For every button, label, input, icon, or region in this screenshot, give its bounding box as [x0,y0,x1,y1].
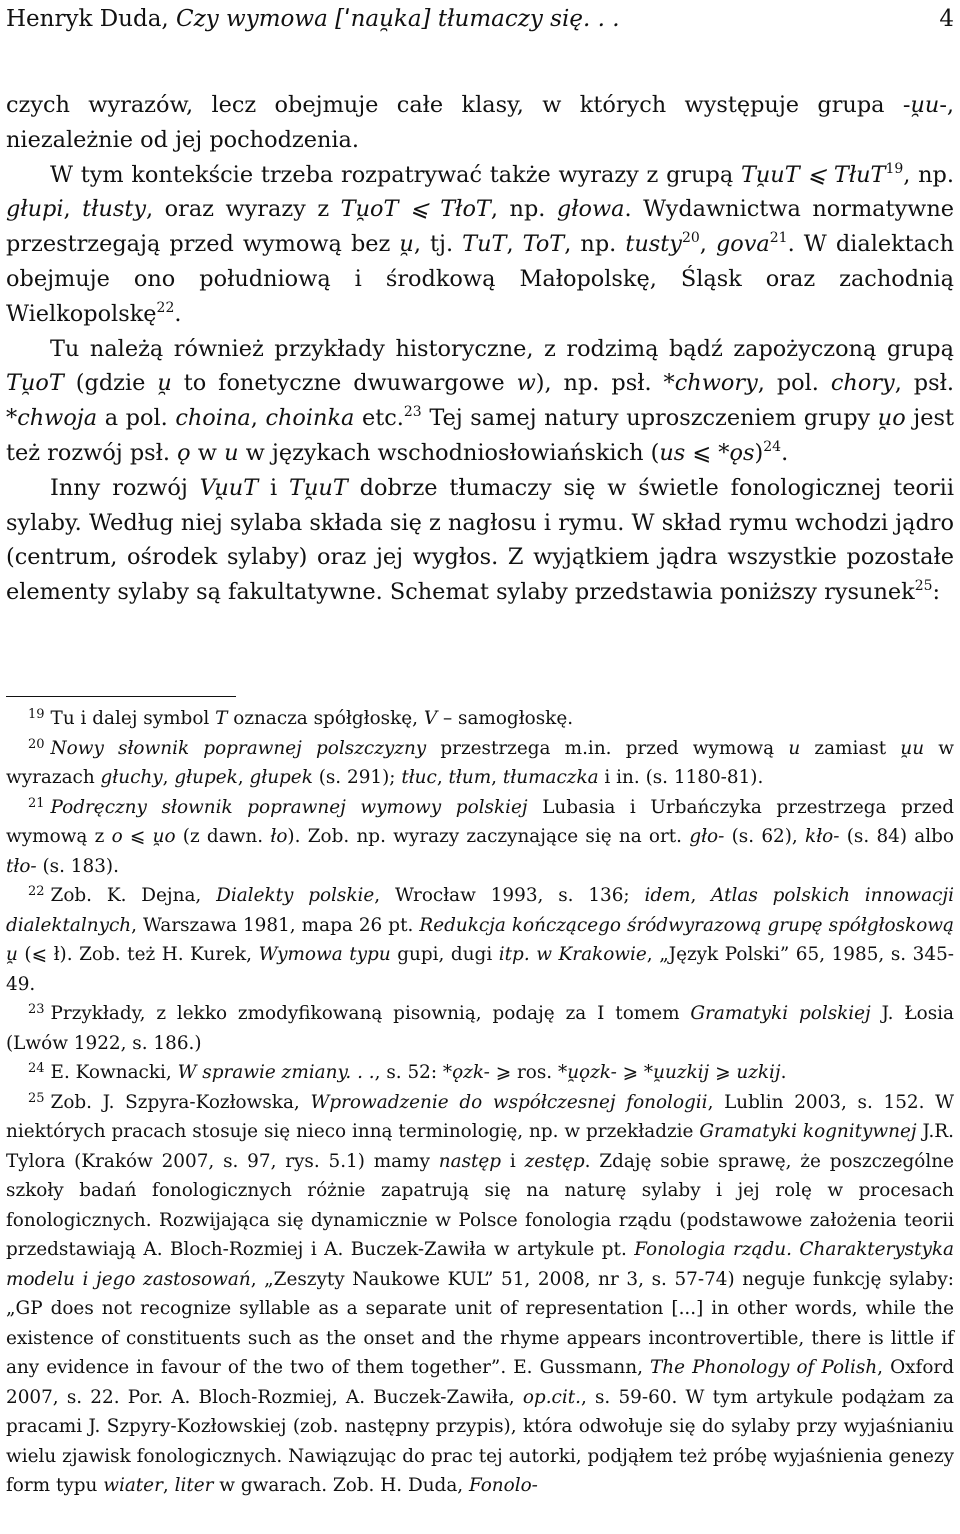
text-run: ⩾ * [616,1062,654,1083]
text-run: ) [754,439,764,466]
text-run: J.R. Tylora (Kraków 2007, s. 97, rys. 5.1) mamy [6,1121,954,1172]
italic-text: uzkij [736,1062,781,1083]
text-run: (s. 84) albo [839,826,954,847]
text-run: , Oxford 2007, s. 22. Por. A. Bloch-Rozmiej, A. Buczek-Zawiła, [6,1357,954,1408]
footnote [6,1058,954,1088]
text-run: , pol. [757,370,831,397]
italic-text: w [516,370,536,397]
italic-text: u [788,737,801,759]
footnote-number: 19 [28,707,45,722]
footnote-ref: 24 [763,438,782,455]
text-run: (gdzie [63,370,158,397]
header-author-title [6,2,620,36]
italic-text: us [659,439,686,466]
italic-text: głupek [249,767,313,788]
text-run: w [190,439,225,466]
italic-text: głowa [556,196,625,223]
footnote [6,881,954,999]
italic-text: Nowy słownik poprawnej polszczyzny [50,737,427,759]
text-run: , [162,767,175,788]
text-run: , Warszawa 1981, mapa 26 pt. [131,914,420,936]
text-run: , [436,767,449,788]
text-run: jest też rozwój psł. [6,405,954,466]
main-body-text [6,88,954,610]
italic-text: T [215,708,228,729]
italic-text: głupi [6,196,64,223]
text-run: Inny rozwój [50,474,200,501]
footnote [6,704,954,734]
italic-text: idem [644,885,691,906]
text-run: zamiast [800,737,901,759]
italic-text: tłusty [82,196,146,223]
italic-text: u̯u [910,92,940,118]
italic-text: ToT [522,231,565,258]
text-run: oznacza spółgłoskę, [227,708,424,729]
text-run: etc. [354,405,404,432]
footnote-number: 21 [28,795,45,811]
text-run: , [63,196,83,223]
text-run: , [250,405,266,432]
italic-text: tłuc [401,767,437,788]
text-run: , oraz wyrazy z [146,196,341,223]
text-run: , „Zeszyty Naukowe KUL” 51, 2008, nr 3, s. 57-74) neguje funkcję sylaby: „GP does not recognize syllable as a separate unit of representation [...] in other words, while the existence of constituents such as the onset and the rhyme appears incontrovertible, there is little if any evidence in favour of the two of them together”. E. Gussmann, [6,1268,954,1378]
italic-text: choina [175,405,251,432]
text-run: ⩾ ros. * [489,1062,568,1083]
italic-text: Tu̯uT ⩽ TłuT [740,161,886,188]
italic-text: ǫs [729,439,755,466]
text-run: to fonetyczne dwuwargowe [171,370,517,397]
text-run: (⩽ ł). Zob. też H. Kurek, [17,944,259,965]
italic-text: głuchy [100,767,163,788]
text-run: w gwarach. Zob. H. Duda, [213,1475,469,1496]
footnote-ref: 22 [156,299,175,316]
italic-text: The Phonology of Polish [650,1357,878,1378]
italic-text: u̯o [152,826,176,847]
text-run: (s. 62), [724,826,806,847]
running-header [6,2,954,36]
italic-text: Vu̯uT [199,474,259,501]
body-paragraph [6,471,954,610]
text-run: w językach wschodniosłowiańskich ( [238,439,660,466]
italic-text: W sprawie zmiany. . . [177,1062,375,1083]
text-run: Tej samej natury uproszczeniem grupy [421,405,878,432]
italic-text: o [111,826,123,847]
italic-text: ło [270,826,288,847]
footnote-number: 20 [28,736,45,752]
text-run: , Lublin 2003, s. 152. W niektórych pracach stosuje się nieco inną terminologię, np. w przekładzie [6,1091,955,1142]
italic-text: gło- [689,826,725,847]
text-run: (s. 291); [312,767,402,788]
text-run: , Wrocław 1993, s. 136; [374,885,645,906]
text-run: i [258,474,290,501]
footnote-ref: 19 [885,160,904,177]
italic-text: następ [438,1150,502,1172]
text-run: ), np. psł. * [535,370,675,397]
body-paragraph [6,88,954,158]
text-run: , psł. * [6,370,954,432]
text-run: ⩽ [122,826,153,847]
text-run: – samogłoskę. [437,708,574,729]
text-run: , „Język Polski” 65, 1985, s. 345-49. [6,944,954,995]
italic-text: choinka [265,405,355,432]
text-run: dobrze tłumaczy się w świetle fonologicznej teorii sylaby. Według niej sylaba składa się z nagłosu i rymu. W skład rymu wchodzi jądro (centrum, ośrodek sylaby) oraz jej wygłos. Z wyjątkiem jądra wszystkie pozostałe elementy sylaby są fakultatywne. Schemat sylaby przedstawia poniższy rysunek [6,474,954,606]
italic-text: Tu̯uT [289,474,348,501]
text-run: J. Łosia (Lwów 1922, s. 186.) [6,1003,954,1054]
italic-text: Tu̯oT ⩽ TłoT [340,196,491,223]
italic-text: V [423,708,438,729]
italic-text: tusty [625,231,682,258]
italic-text: Tu̯oT [6,370,64,397]
text-run: . [781,439,789,466]
text-run: E. Kownacki, [50,1062,178,1083]
italic-text: kło- [805,826,840,847]
italic-text: Atlas polskich innowacji dialektalnych [6,885,955,936]
text-run: Tu i dalej symbol [50,708,216,729]
text-run: -, niezależnie od jej pochodzenia. [6,92,954,153]
text-run: a pol. [97,405,176,432]
text-run: , [699,231,716,258]
text-run: , np. [903,161,955,188]
text-run: : [932,579,941,606]
footnote [6,1088,954,1501]
italic-text: u [224,439,239,466]
footnote-number: 25 [28,1090,45,1106]
italic-text: u̯uzkij [653,1062,710,1083]
text-run: przestrzega m.in. przed wymową [426,737,789,759]
italic-text: głupek [174,767,238,788]
text-run: , [506,231,523,258]
italic-text: u̯u [900,737,925,759]
text-run: Tu należą również przykłady historyczne, z rodzimą bądź zapożyczoną grupą [50,335,954,362]
text-run: czych wyrazów, lecz obejmuje całe klasy, w których występuje grupa - [6,92,911,118]
text-run: . Zdaję sobie sprawę, że poszczególne szkoły badań fonologicznych różnie zapatrują się na naturę sylaby i jej rolę w procesach fonologicznych. Rozwijająca się dynamicznie w Polsce fonologia rządu (podstawowe założenia teorii przedstawiają A. Bloch-Rozmiej i A. Buczek-Zawiła w artykule pt. [6,1150,954,1260]
text-run: , s. 59-60. W tym artykule podążam za pracami J. Szpyry-Kozłowskiej (zob. następny przypis), która odwołuje się do sylaby przy wyjaśnianiu wielu zjawisk fonologicznych. Nawiązując do prac tej autorki, podjąłem też próbę wyjaśnienia genezy form typu [6,1386,954,1496]
text-run: , [162,1475,175,1496]
text-run: , np. [490,196,557,223]
body-paragraph [6,158,954,332]
italic-text: u̯o [877,405,906,432]
footnote-number: 22 [28,884,45,899]
italic-text: gova [715,231,770,258]
italic-text: chory [830,370,895,397]
footnote [6,734,954,793]
italic-text: Redukcja kończącego śródwyrazową grupę spółgłoskową u̯ [6,914,954,965]
italic-text: Dialekty polskie [216,885,375,906]
footnote-number: 24 [28,1061,45,1076]
italic-text: u̯ǫzk- [567,1062,617,1083]
text-run: gupi, dugi [390,944,499,965]
italic-text: Gramatyki polskiej [690,1003,871,1024]
text-run: . W dialektach obejmuje ono południową i środkową Małopolskę, Śląsk oraz zachodnią Wielkopolskę [6,231,954,327]
text-run: i in. (s. 1180-81). [598,767,764,788]
text-run: W tym kontekście trzeba rozpatrywać także wyrazy z grupą [50,161,741,188]
italic-text: itp. w Krakowie [498,944,647,965]
italic-text: chwoja [17,405,98,432]
text-run: Lubasia i Urbańczyka przestrzega przed wymową z [6,796,954,847]
italic-text: tłum [448,767,492,788]
italic-text: Wprowadzenie do współczesnej fonologii [310,1091,708,1113]
footnote [6,999,954,1058]
text-run: , s. 52: * [374,1062,453,1083]
body-paragraph [6,332,954,471]
italic-text: TuT [462,231,507,258]
text-run: , [237,767,250,788]
footnote-ref: 21 [769,230,788,247]
header-author: Henryk Duda, [6,6,169,32]
italic-text: wiater [103,1475,163,1496]
text-run: , tj. [413,231,463,258]
text-run: , [690,885,712,906]
text-run: , np. [564,231,626,258]
text-run: ⩽ * [685,439,730,466]
italic-text: ǫ [177,439,191,466]
italic-text: tło- [6,855,37,877]
footnote [6,793,954,882]
footnote-ref: 25 [914,578,933,595]
italic-text: op.cit. [522,1386,581,1408]
italic-text: u̯ [399,231,414,258]
text-run: . [780,1062,787,1083]
footnote-separator [6,696,236,697]
text-run: ⩾ [709,1062,737,1083]
footnotes [6,704,954,1501]
italic-text: tłumaczka [502,767,599,788]
italic-text: Fonologia rządu. Charakterystyka modelu i jego zastosowań [6,1239,954,1290]
text-run: Przykłady, z lekko zmodyfikowaną pisownią, podaję za I tomem [50,1003,691,1024]
text-run: ). Zob. np. wyrazy zaczynające się na ort. [287,826,690,847]
text-run: (z dawn. [175,826,271,847]
text-run: i [501,1150,525,1172]
text-run: , [491,767,503,788]
text-run: . [174,300,182,327]
text-run: . Wydawnictwa normatywne przestrzegają przed wymową bez [6,196,955,258]
italic-text: Wymowa typu [258,944,391,965]
text-run: Zob. K. Dejna, [50,885,217,906]
footnote-ref: 20 [681,230,700,247]
italic-text: liter [174,1475,214,1496]
footnote-ref: 23 [403,404,422,421]
text-run: Zob. J. Szpyra-Kozłowska, [50,1091,311,1113]
footnote-number: 23 [28,1002,45,1017]
header-title: Czy wymowa [ˈnau̯ka] tłumaczy się. . . [176,6,620,32]
italic-text: Podręczny słownik poprawnej wymowy polskiej [50,796,528,818]
italic-text: u̯ [157,370,172,397]
page-number: 4 [939,6,954,32]
italic-text: ǫzk- [452,1062,490,1083]
italic-text: Gramatyki kognitywnej [699,1121,917,1142]
text-run: w wyrazach [6,737,954,788]
italic-text: Fonolo- [468,1475,538,1496]
italic-text: chwory [674,370,758,397]
text-run: (s. 183). [36,855,119,877]
italic-text: zestęp [524,1150,585,1172]
